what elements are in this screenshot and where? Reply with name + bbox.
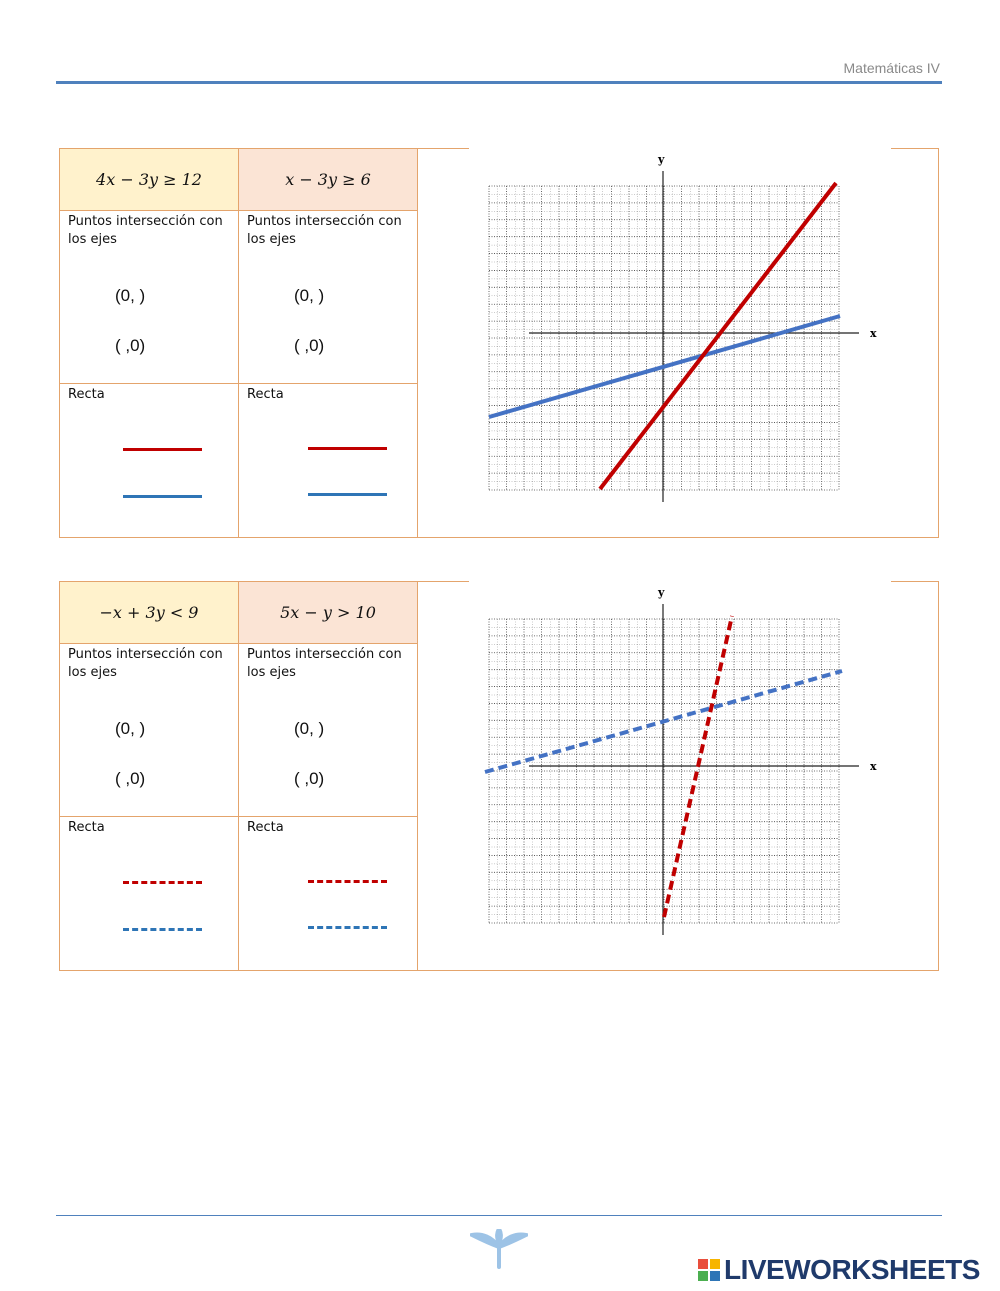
recta-label: Recta [247,387,284,402]
intersection-points-cell [239,644,417,817]
header-title: Matemáticas IV [843,60,940,76]
recta-cell [239,817,417,967]
inequality-label: 5x − y > 10 [239,582,417,644]
inequality-column-2 [239,149,418,537]
red-dashed-line-option[interactable] [308,880,387,883]
recta-cell [60,817,238,967]
recta-label: Recta [68,820,105,835]
inequality-column-2 [239,582,418,970]
tree-logo-icon [470,1229,528,1269]
blue-line-option[interactable] [123,495,202,498]
intersection-label: Puntos intersección con los ejes [247,214,402,247]
coordinate-graph [469,146,891,521]
recta-label: Recta [247,820,284,835]
red-dashed-line-option[interactable] [123,881,202,884]
y-axis-label: y [658,586,665,599]
y-intercept-point: (0, ) [115,286,146,305]
exercise-section-2 [59,581,939,971]
red-graph-line [600,183,836,489]
inequality-label: 4x − 3y ≥ 12 [60,149,238,211]
coordinate-graph [469,579,891,954]
grid [489,186,839,490]
brand-blocks-icon [698,1259,720,1281]
x-intercept-point: ( ,0) [294,769,325,788]
liveworksheets-logo [698,1254,980,1286]
intersection-label: Puntos intersección con los ejes [247,647,402,680]
x-intercept-point: ( ,0) [115,769,146,788]
blue-line-option[interactable] [308,493,387,496]
x-intercept-point: ( ,0) [294,336,325,355]
intersection-label: Puntos intersección con los ejes [68,214,223,247]
inequality-column-1 [60,149,239,537]
intersection-points-cell [60,644,238,817]
red-line-option[interactable] [123,448,202,451]
blue-dashed-line-option[interactable] [308,926,387,929]
recta-cell [239,384,417,534]
intersection-points-cell [239,211,417,384]
x-axis-label: x [870,760,877,773]
recta-label: Recta [68,387,105,402]
inequality-label: −x + 3y < 9 [60,582,238,644]
grid [489,619,839,923]
recta-cell [60,384,238,534]
header-rule [56,81,942,84]
red-line-option[interactable] [308,447,387,450]
exercise-section-1 [59,148,939,538]
y-intercept-point: (0, ) [115,719,146,738]
y-intercept-point: (0, ) [294,719,325,738]
x-axis-label: x [870,327,877,340]
y-axis-label: y [658,153,665,166]
brand-name: LIVEWORKSHEETS [724,1254,980,1285]
blue-dashed-line-option[interactable] [123,928,202,931]
footer-rule [56,1215,942,1216]
inequality-label: x − 3y ≥ 6 [239,149,417,211]
x-intercept-point: ( ,0) [115,336,146,355]
intersection-points-cell [60,211,238,384]
y-intercept-point: (0, ) [294,286,325,305]
inequality-column-1 [60,582,239,970]
intersection-label: Puntos intersección con los ejes [68,647,223,680]
